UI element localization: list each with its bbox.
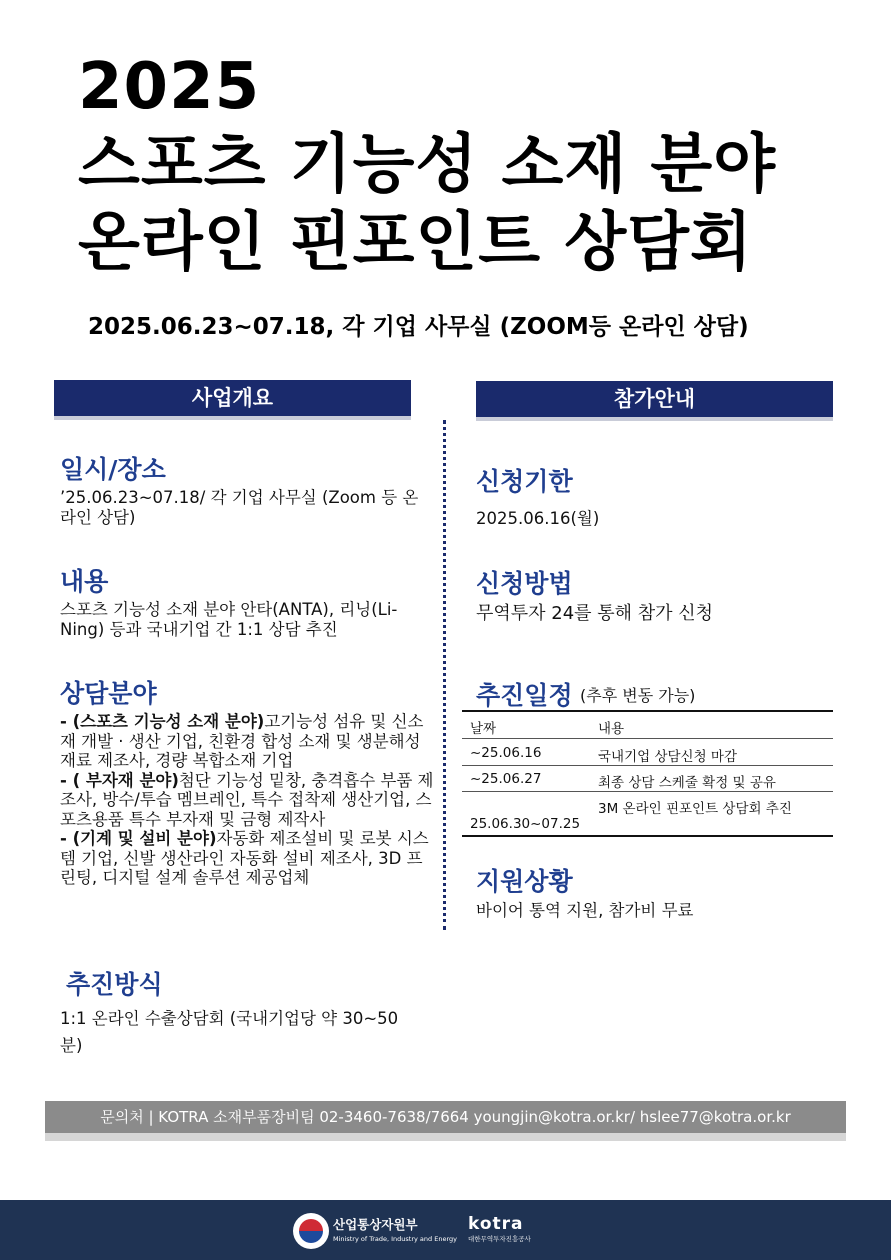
schedule-bottom-rule: [462, 835, 833, 837]
section-support-text: 바이어 통역 지원, 참가비 무료: [476, 901, 694, 920]
schedule-date: ~25.06.27: [470, 771, 542, 787]
section-apply-title: 신청방법: [476, 569, 573, 598]
section-fields-title: 상담분야: [60, 679, 157, 708]
poster-title: [78, 48, 776, 282]
banner-participation: 참가안내: [476, 381, 833, 421]
field-accessories: [60, 771, 438, 830]
schedule-header-content: 내용: [598, 721, 625, 737]
section-support-title: 지원상황: [476, 867, 573, 896]
kotra-logo: [468, 1214, 531, 1243]
section-content-title: 내용: [60, 567, 109, 596]
field-accessories-desc: 첨단 기능성 밑창, 충격흡수 부품 제조사, 방수/투습 멤브레인, 특수 접착제 생산기업, 스포츠용품 특수 부자재 및 금형 제작사: [60, 770, 434, 829]
ministry-name-en: Ministry of Trade, Industry and Energy: [333, 1235, 457, 1243]
schedule-content: 3M 온라인 핀포인트 상담회 추진: [598, 801, 792, 817]
field-machinery: [60, 829, 438, 888]
schedule-top-rule: [462, 710, 833, 712]
section-date-place-title: 일시/장소: [60, 455, 166, 484]
section-date-place-text: ’25.06.23~07.18/ 각 기업 사무실 (Zoom 등 온라인 상담): [60, 488, 419, 527]
section-deadline-text: 2025.06.16(월): [476, 509, 600, 528]
schedule-date: ~25.06.16: [470, 745, 542, 761]
section-schedule-title: 추진일정: [476, 681, 573, 710]
schedule-rule: [462, 791, 833, 792]
field-machinery-lead: - (기계 및 설비 분야): [60, 829, 217, 848]
section-fields-text: [60, 712, 438, 888]
field-accessories-lead: - ( 부자재 분야): [60, 770, 179, 790]
schedule-note: (추후 변동 가능): [580, 686, 696, 705]
kotra-name: kotra: [468, 1214, 524, 1234]
section-method-title: 추진방식: [66, 970, 163, 999]
field-sports-material-lead: - (스포츠 기능성 소재 분야): [60, 712, 265, 731]
schedule-rule: [462, 765, 833, 766]
section-deadline-title: 신청기한: [476, 467, 573, 496]
contact-bar: 문의처 | KOTRA 소재부품장비팀 02-3460-7638/7664 youngjin@kotra.or.kr/ hslee77@kotra.or.kr: [45, 1101, 846, 1141]
table-row: [462, 797, 833, 833]
event-date-place: 2025.06.23~07.18, 각 기업 사무실 (ZOOM등 온라인 상담): [88, 314, 749, 340]
schedule-content: 최종 상담 스케줄 확정 및 공유: [598, 775, 776, 791]
ministry-name-ko: 산업통상자원부: [333, 1217, 418, 1232]
field-machinery-desc: 자동화 제조설비 및 로봇 시스템 기업, 신발 생산라인 자동화 설비 제조사, 3D 프린팅, 디지털 설계 솔루션 제공업체: [60, 829, 429, 887]
title-line-field: 스포츠 기능성 소재 분야: [78, 128, 777, 202]
kotra-subtitle: 대한무역투자진흥공사: [468, 1235, 531, 1243]
taegeuk-logo-icon: [293, 1213, 329, 1249]
schedule-rule: [462, 738, 833, 739]
section-method-text: 1:1 온라인 수출상담회 (국내기업당 약 30~50분): [60, 1009, 399, 1055]
field-sports-material-desc: 고기능성 섬유 및 신소재 개발 · 생산 기업, 친환경 합성 소재 및 생분해성 재료 제조사, 경량 복합소재 기업: [60, 712, 424, 770]
schedule-header-date: 날짜: [470, 721, 497, 737]
ministry-logo: [333, 1215, 457, 1243]
schedule-content: 국내기업 상담신청 마감: [598, 749, 737, 765]
column-divider: [443, 420, 446, 930]
section-content-text: 스포츠 기능성 소재 분야 안타(ANTA), 리닝(Li-Ning) 등과 국내기업 간 1:1 상담 추진: [60, 600, 398, 639]
schedule-date: 25.06.30~07.25: [470, 816, 581, 832]
title-line-year: 2025: [78, 50, 261, 124]
title-line-event: 온라인 핀포인트 상담회: [78, 206, 753, 280]
banner-overview: 사업개요: [54, 380, 411, 420]
field-sports-material: [60, 712, 438, 771]
section-apply-text: 무역투자 24를 통해 참가 신청: [476, 603, 714, 624]
